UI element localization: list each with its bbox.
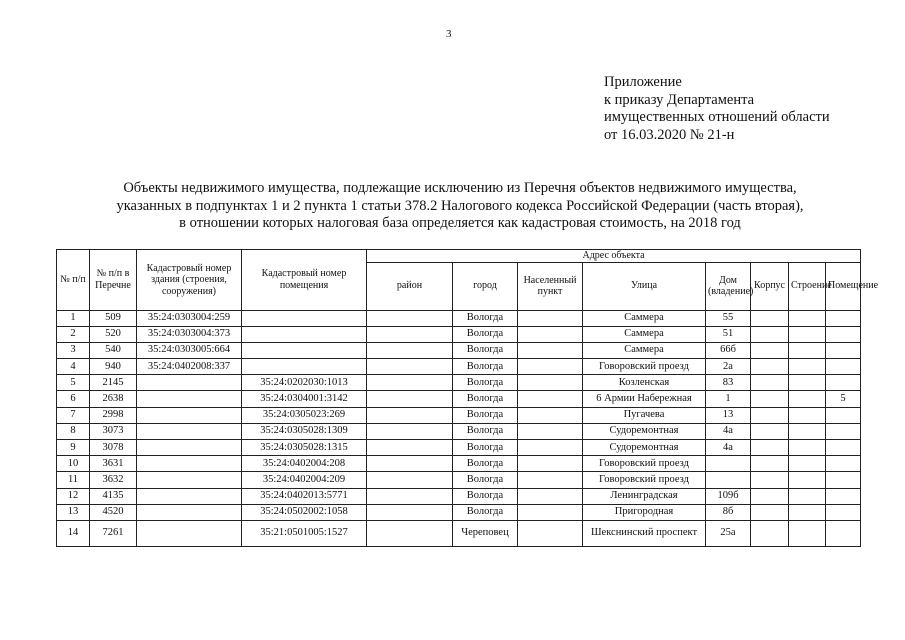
cell-locality xyxy=(518,391,583,407)
table-body xyxy=(57,310,861,546)
cell-locality xyxy=(518,326,583,342)
appendix-block xyxy=(604,74,830,144)
cell-district xyxy=(367,472,453,488)
cell-stroenie xyxy=(789,310,826,326)
cell-house: 25а xyxy=(706,520,751,546)
cell-building-cad: 35:24:0402008:337 xyxy=(137,359,242,375)
cell-street: Судоремонтная xyxy=(583,440,706,456)
cell-building-cad xyxy=(137,407,242,423)
col-header-locality: Населенный пункт xyxy=(518,262,583,310)
cell-room-cad: 35:24:0402004:209 xyxy=(242,472,367,488)
cell-house: 4а xyxy=(706,423,751,439)
cell-city: Вологда xyxy=(453,326,518,342)
cell-street: Судоремонтная xyxy=(583,423,706,439)
table-row xyxy=(57,375,861,391)
cell-house: 2а xyxy=(706,359,751,375)
table-row xyxy=(57,504,861,520)
cell-building-cad: 35:24:0303004:373 xyxy=(137,326,242,342)
cell-street: Говоровский проезд xyxy=(583,472,706,488)
cell-house: 109б xyxy=(706,488,751,504)
table-row xyxy=(57,456,861,472)
cell-house: 1 xyxy=(706,391,751,407)
cell-list-num: 3632 xyxy=(90,472,137,488)
cell-locality xyxy=(518,407,583,423)
cell-room-cad: 35:24:0402004:208 xyxy=(242,456,367,472)
cell-building-cad: 35:24:0303004:259 xyxy=(137,310,242,326)
cell-list-num: 4520 xyxy=(90,504,137,520)
cell-room-cad: 35:24:0502002:1058 xyxy=(242,504,367,520)
cell-korpus xyxy=(751,391,789,407)
cell-num: 9 xyxy=(57,440,90,456)
table-row xyxy=(57,423,861,439)
table-row xyxy=(57,440,861,456)
cell-room xyxy=(826,472,861,488)
cell-district xyxy=(367,456,453,472)
cell-locality xyxy=(518,488,583,504)
cell-city: Вологда xyxy=(453,472,518,488)
cell-house: 4а xyxy=(706,440,751,456)
cell-room-cad: 35:24:0305023:269 xyxy=(242,407,367,423)
cell-stroenie xyxy=(789,407,826,423)
col-header-address-group: Адрес объекта xyxy=(367,250,861,263)
cell-building-cad xyxy=(137,423,242,439)
col-header-street: Улица xyxy=(583,262,706,310)
cell-stroenie xyxy=(789,472,826,488)
cell-stroenie xyxy=(789,520,826,546)
cell-street: Говоровский проезд xyxy=(583,456,706,472)
cell-locality xyxy=(518,375,583,391)
cell-house xyxy=(706,472,751,488)
cell-korpus xyxy=(751,310,789,326)
cell-district xyxy=(367,423,453,439)
table-row xyxy=(57,359,861,375)
heading-line: Объекты недвижимого имущества, подлежащие исключению из Перечня объектов недвижимого имущества, xyxy=(123,180,797,196)
cell-room xyxy=(826,423,861,439)
heading-line: указанных в подпунктах 1 и 2 пункта 1 статьи 378.2 Налогового кодекса Российской Федерации (часть вторая), xyxy=(116,197,804,214)
cell-room xyxy=(826,407,861,423)
cell-locality xyxy=(518,472,583,488)
cell-locality xyxy=(518,359,583,375)
cell-list-num: 7261 xyxy=(90,520,137,546)
col-header-room-cad: Кадастровый номер помещения xyxy=(242,250,367,311)
cell-stroenie xyxy=(789,440,826,456)
cell-building-cad xyxy=(137,504,242,520)
cell-building-cad xyxy=(137,375,242,391)
cell-locality xyxy=(518,342,583,358)
cell-room xyxy=(826,359,861,375)
table-row xyxy=(57,488,861,504)
cell-city: Вологда xyxy=(453,391,518,407)
table-row xyxy=(57,472,861,488)
cell-korpus xyxy=(751,504,789,520)
cell-room xyxy=(826,504,861,520)
cell-room-cad: 35:24:0402013:5771 xyxy=(242,488,367,504)
table-row xyxy=(57,310,861,326)
cell-list-num: 3073 xyxy=(90,423,137,439)
cell-locality xyxy=(518,504,583,520)
table-row xyxy=(57,407,861,423)
cell-building-cad xyxy=(137,391,242,407)
cell-korpus xyxy=(751,407,789,423)
cell-list-num: 3078 xyxy=(90,440,137,456)
cell-num: 1 xyxy=(57,310,90,326)
cell-list-num: 520 xyxy=(90,326,137,342)
cell-list-num: 2638 xyxy=(90,391,137,407)
cell-list-num: 2998 xyxy=(90,407,137,423)
col-header-district: район xyxy=(367,262,453,310)
cell-room xyxy=(826,310,861,326)
cell-room-cad: 35:21:0501005:1527 xyxy=(242,520,367,546)
cell-district xyxy=(367,391,453,407)
cell-locality xyxy=(518,520,583,546)
cell-house: 13 xyxy=(706,407,751,423)
cell-list-num: 4135 xyxy=(90,488,137,504)
cell-city: Вологда xyxy=(453,359,518,375)
cell-stroenie xyxy=(789,488,826,504)
cell-korpus xyxy=(751,375,789,391)
cell-street: 6 Армии Набережная xyxy=(583,391,706,407)
cell-district xyxy=(367,310,453,326)
cell-num: 7 xyxy=(57,407,90,423)
cell-room xyxy=(826,342,861,358)
cell-building-cad xyxy=(137,472,242,488)
cell-room xyxy=(826,520,861,546)
cell-korpus xyxy=(751,520,789,546)
cell-list-num: 2145 xyxy=(90,375,137,391)
cell-room-cad xyxy=(242,326,367,342)
cell-house xyxy=(706,456,751,472)
cell-street: Козленская xyxy=(583,375,706,391)
cell-room-cad xyxy=(242,359,367,375)
cell-korpus xyxy=(751,423,789,439)
cell-city: Вологда xyxy=(453,375,518,391)
cell-building-cad xyxy=(137,488,242,504)
cell-korpus xyxy=(751,326,789,342)
cell-room-cad: 35:24:0305028:1315 xyxy=(242,440,367,456)
cell-locality xyxy=(518,423,583,439)
cell-stroenie xyxy=(789,423,826,439)
cell-room-cad xyxy=(242,310,367,326)
cell-city: Череповец xyxy=(453,520,518,546)
cell-street: Пригородная xyxy=(583,504,706,520)
cell-city: Вологда xyxy=(453,488,518,504)
cell-city: Вологда xyxy=(453,423,518,439)
col-header-korpus: Корпус xyxy=(751,262,789,310)
cell-room xyxy=(826,375,861,391)
cell-korpus xyxy=(751,472,789,488)
cell-stroenie xyxy=(789,359,826,375)
cell-room xyxy=(826,440,861,456)
cell-city: Вологда xyxy=(453,504,518,520)
cell-locality xyxy=(518,310,583,326)
cell-district xyxy=(367,488,453,504)
cell-list-num: 940 xyxy=(90,359,137,375)
document-heading xyxy=(60,180,860,233)
cell-building-cad: 35:24:0303005:664 xyxy=(137,342,242,358)
cell-list-num: 540 xyxy=(90,342,137,358)
cell-street: Саммера xyxy=(583,310,706,326)
col-header-stroenie: Строение xyxy=(789,262,826,310)
cell-num: 8 xyxy=(57,423,90,439)
cell-list-num: 3631 xyxy=(90,456,137,472)
cell-korpus xyxy=(751,488,789,504)
cell-num: 13 xyxy=(57,504,90,520)
cell-room: 5 xyxy=(826,391,861,407)
cell-stroenie xyxy=(789,504,826,520)
cell-list-num: 509 xyxy=(90,310,137,326)
cell-stroenie xyxy=(789,391,826,407)
cell-num: 14 xyxy=(57,520,90,546)
cell-house: 83 xyxy=(706,375,751,391)
cell-num: 10 xyxy=(57,456,90,472)
heading-line: в отношении которых налоговая база определяется как кадастровая стоимость, на 2018 год xyxy=(179,215,741,231)
col-header-building-cad: Кадастровый номер здания (строения, сооружения) xyxy=(137,250,242,311)
cell-num: 3 xyxy=(57,342,90,358)
cell-district xyxy=(367,440,453,456)
col-header-house: Дом (владение) xyxy=(706,262,751,310)
cell-house: 66б xyxy=(706,342,751,358)
col-header-num: № п/п xyxy=(57,250,90,311)
cell-street: Саммера xyxy=(583,342,706,358)
col-header-room: Помещение xyxy=(826,262,861,310)
cell-house: 55 xyxy=(706,310,751,326)
cell-street: Саммера xyxy=(583,326,706,342)
cell-num: 12 xyxy=(57,488,90,504)
cell-district xyxy=(367,326,453,342)
appendix-line: от 16.03.2020 № 21-н xyxy=(604,126,735,143)
cell-district xyxy=(367,407,453,423)
cell-num: 4 xyxy=(57,359,90,375)
cell-city: Вологда xyxy=(453,342,518,358)
cell-korpus xyxy=(751,342,789,358)
cell-num: 11 xyxy=(57,472,90,488)
cell-room-cad: 35:24:0202030:1013 xyxy=(242,375,367,391)
cell-house: 51 xyxy=(706,326,751,342)
cell-city: Вологда xyxy=(453,310,518,326)
cell-district xyxy=(367,359,453,375)
cell-locality xyxy=(518,440,583,456)
appendix-line: к приказу Департамента xyxy=(604,91,755,108)
cell-room-cad xyxy=(242,342,367,358)
cell-num: 6 xyxy=(57,391,90,407)
table-row xyxy=(57,520,861,546)
cell-locality xyxy=(518,456,583,472)
cell-num: 5 xyxy=(57,375,90,391)
cell-city: Вологда xyxy=(453,407,518,423)
appendix-line: имущественных отношений области xyxy=(604,109,830,125)
cell-building-cad xyxy=(137,440,242,456)
cell-city: Вологда xyxy=(453,456,518,472)
cell-district xyxy=(367,504,453,520)
col-header-list-num: № п/п в Перечне xyxy=(90,250,137,311)
table-row xyxy=(57,326,861,342)
table-row xyxy=(57,391,861,407)
cell-district xyxy=(367,520,453,546)
cell-street: Говоровский проезд xyxy=(583,359,706,375)
page-number: 3 xyxy=(446,28,452,40)
cell-building-cad xyxy=(137,456,242,472)
cell-korpus xyxy=(751,456,789,472)
cell-district xyxy=(367,342,453,358)
cell-city: Вологда xyxy=(453,440,518,456)
property-table xyxy=(56,249,879,547)
cell-room xyxy=(826,488,861,504)
cell-num: 2 xyxy=(57,326,90,342)
cell-street: Ленинградская xyxy=(583,488,706,504)
cell-district xyxy=(367,375,453,391)
cell-stroenie xyxy=(789,342,826,358)
cell-stroenie xyxy=(789,456,826,472)
cell-room xyxy=(826,326,861,342)
cell-stroenie xyxy=(789,326,826,342)
cell-street: Пугачева xyxy=(583,407,706,423)
cell-room-cad: 35:24:0304001:3142 xyxy=(242,391,367,407)
cell-house: 8б xyxy=(706,504,751,520)
cell-room xyxy=(826,456,861,472)
cell-room-cad: 35:24:0305028:1309 xyxy=(242,423,367,439)
table-row xyxy=(57,342,861,358)
cell-street: Шекснинский проспект xyxy=(583,520,706,546)
cell-stroenie xyxy=(789,375,826,391)
cell-korpus xyxy=(751,359,789,375)
appendix-line: Приложение xyxy=(604,74,682,90)
cell-korpus xyxy=(751,440,789,456)
col-header-city: город xyxy=(453,262,518,310)
cell-building-cad xyxy=(137,520,242,546)
